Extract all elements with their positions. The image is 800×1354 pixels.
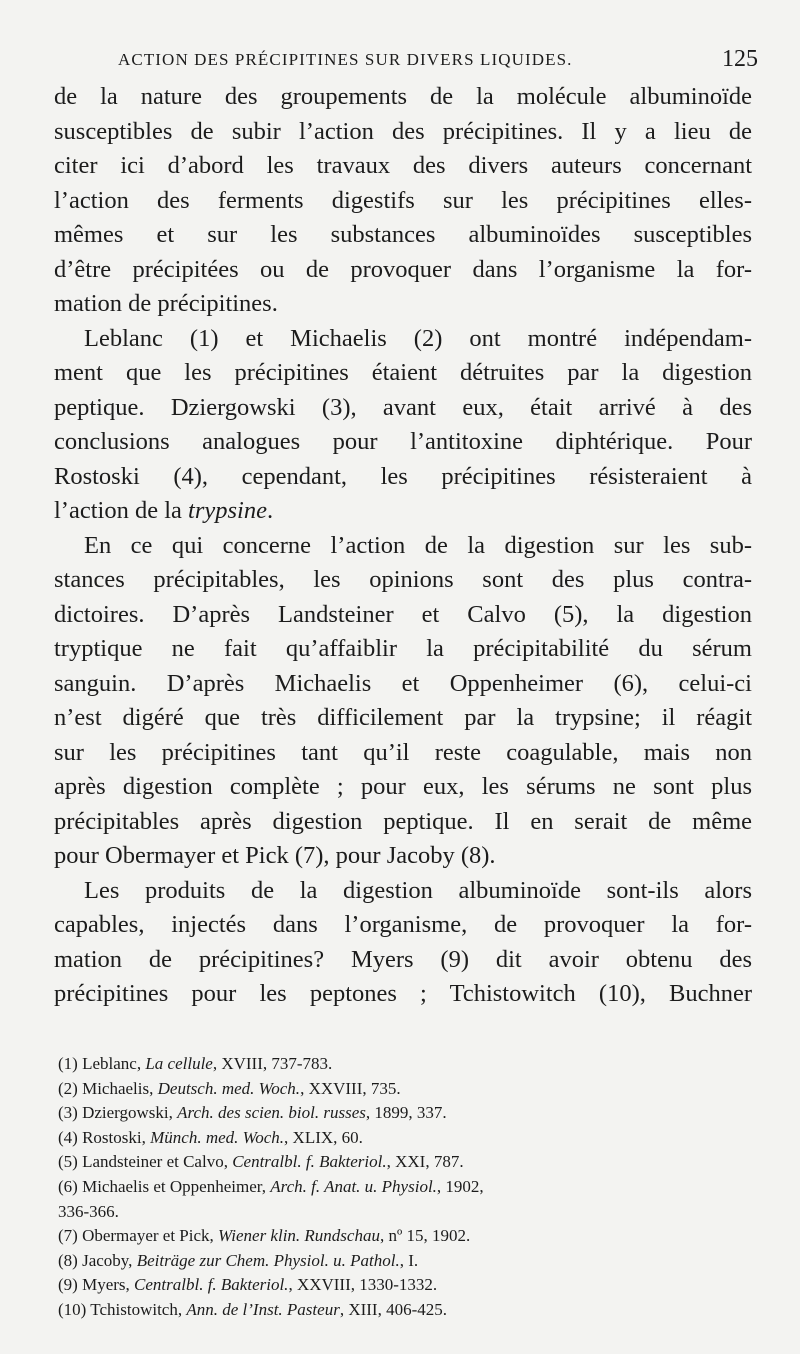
footnote-ref: , I. bbox=[399, 1250, 419, 1270]
footnote-author: Michaelis, bbox=[82, 1078, 158, 1098]
text-line: n’est digéré que très difficilement par la trypsine; il réagit bbox=[54, 704, 752, 731]
text-line: citer ici d’abord les travaux des divers auteurs concernant bbox=[54, 152, 752, 179]
text-line: de la nature des groupements de la molécule albuminoïde bbox=[54, 83, 752, 110]
footnote-author: Dziergowski, bbox=[82, 1103, 178, 1123]
text-line: sur les précipitines tant qu’il reste coagulable, mais non bbox=[54, 738, 752, 766]
footnote-title: Centralbl. f. Bakteriol. bbox=[232, 1152, 387, 1172]
body-text bbox=[54, 80, 752, 1012]
footnote-author: Obermayer et Pick, bbox=[82, 1226, 219, 1246]
footnote-number: (7) bbox=[58, 1226, 78, 1246]
text-line: précipitines pour les peptones ; Tchistowitch (10), Buchner bbox=[54, 980, 752, 1007]
footnote-ref: , nº 15, 1902. bbox=[379, 1226, 471, 1246]
footnote bbox=[58, 1224, 751, 1249]
text-line: l’action des ferments digestifs sur les précipitines elles- bbox=[54, 186, 752, 214]
text-line: stances précipitables, les opinions sont des plus contra- bbox=[54, 566, 752, 593]
text-line: pour Obermayer et Pick (7), pour Jacoby (8). bbox=[54, 842, 496, 869]
footnote-number: (5) bbox=[58, 1152, 78, 1172]
footnote bbox=[58, 1101, 751, 1126]
text-line: Rostoski (4), cependant, les précipitines résisteraient à bbox=[54, 462, 752, 490]
footnote-title: Arch. des scien. biol. russes bbox=[177, 1103, 366, 1123]
running-title: ACTION DES PRÉCIPITINES SUR DIVERS LIQUIDES. bbox=[118, 50, 573, 69]
footnote-ref: , XVIII, 737-783. bbox=[212, 1054, 333, 1073]
text-line: tryptique ne fait qu’affaiblir la précipitabilité du sérum bbox=[54, 635, 752, 662]
footnote-title: Wiener klin. Rundschau bbox=[218, 1226, 380, 1246]
text-line: peptique. Dziergowski (3), avant eux, était arrivé à des bbox=[54, 393, 752, 421]
text-line: Les produits de la digestion albuminoïde sont-ils alors bbox=[84, 876, 752, 904]
text-line: mation de précipitines? Myers (9) dit avoir obtenu des bbox=[54, 945, 752, 973]
footnote-ref: , 1902, bbox=[436, 1176, 484, 1196]
footnote bbox=[58, 1150, 751, 1175]
text-line: susceptibles de subir l’action des précipitines. Il y a lieu de bbox=[54, 117, 752, 145]
footnote bbox=[58, 1175, 751, 1200]
text-line: En ce qui concerne l’action de la digestion sur les sub- bbox=[84, 531, 752, 559]
footnote-number: (9) bbox=[58, 1275, 78, 1295]
footnotes bbox=[58, 1052, 751, 1323]
footnote-title: Ann. de l’Inst. Pasteur bbox=[186, 1299, 340, 1319]
text-line: d’être précipitées ou de provoquer dans l’organisme la for- bbox=[54, 255, 752, 283]
footnote bbox=[58, 1273, 751, 1298]
footnote-author: Myers, bbox=[82, 1275, 135, 1295]
footnote-title: La cellule bbox=[145, 1054, 213, 1073]
footnote-ref: , XLIX, 60. bbox=[284, 1127, 363, 1147]
footnote-ref: , XIII, 406-425. bbox=[339, 1299, 447, 1319]
text-fragment: . bbox=[266, 497, 274, 524]
footnote-number: (8) bbox=[58, 1250, 78, 1270]
footnote-title: Münch. med. Woch. bbox=[150, 1127, 285, 1147]
footnote-number: (6) bbox=[58, 1176, 78, 1196]
footnote-author: Tchistowitch, bbox=[90, 1299, 187, 1319]
footnote-number: (2) bbox=[58, 1078, 78, 1098]
text-line: après digestion complète ; pour eux, les sérums ne sont plus bbox=[54, 773, 752, 800]
footnote-author: Leblanc, bbox=[82, 1054, 146, 1073]
footnote-title: Arch. f. Anat. u. Physiol. bbox=[270, 1176, 437, 1196]
footnote-ref: , 1899, 337. bbox=[365, 1103, 447, 1123]
footnote-number: (10) bbox=[58, 1299, 87, 1319]
footnote bbox=[58, 1249, 751, 1274]
footnote bbox=[58, 1126, 751, 1151]
footnote bbox=[58, 1052, 751, 1077]
footnote-author: Rostoski, bbox=[82, 1127, 151, 1147]
footnote-author: Michaelis et Oppenheimer, bbox=[82, 1176, 271, 1196]
footnote-ref: , XXI, 787. bbox=[386, 1152, 464, 1172]
text-line: Leblanc (1) et Michaelis (2) ont montré indépendam- bbox=[84, 324, 752, 352]
italic-term: trypsine bbox=[188, 497, 267, 524]
footnote-author: Landsteiner et Calvo, bbox=[82, 1152, 233, 1172]
footnote-title: Centralbl. f. Bakteriol. bbox=[134, 1275, 289, 1295]
footnote bbox=[58, 1077, 751, 1102]
footnote-author: Jacoby, bbox=[82, 1250, 137, 1270]
footnote-number: (4) bbox=[58, 1127, 78, 1147]
text-line bbox=[54, 494, 752, 529]
footnote-ref: , XXVIII, 735. bbox=[300, 1078, 401, 1098]
text-line: dictoires. D’après Landsteiner et Calvo (5), la digestion bbox=[54, 600, 752, 628]
text-fragment: l’action de la bbox=[54, 497, 189, 524]
text-line: conclusions analogues pour l’antitoxine diphtérique. Pour bbox=[54, 428, 752, 455]
footnote bbox=[58, 1298, 751, 1323]
text-line: mêmes et sur les substances albuminoïdes susceptibles bbox=[54, 221, 752, 248]
page-header bbox=[118, 46, 758, 80]
text-line: sanguin. D’après Michaelis et Oppenheimer (6), celui-ci bbox=[54, 669, 752, 697]
text-line: précipitables après digestion peptique. Il en serait de même bbox=[54, 807, 752, 835]
footnote-title: Beiträge zur Chem. Physiol. u. Pathol. bbox=[136, 1250, 400, 1270]
text-line: mation de précipitines. bbox=[54, 290, 278, 317]
footnote-continuation: 336-366. bbox=[58, 1201, 119, 1221]
footnote-title: Deutsch. med. Woch. bbox=[157, 1078, 301, 1098]
text-line: capables, injectés dans l’organisme, de provoquer la for- bbox=[54, 911, 752, 938]
footnote-ref: , XXVIII, 1330-1332. bbox=[288, 1275, 438, 1295]
footnote-number: (1) bbox=[58, 1054, 78, 1073]
footnote-number: (3) bbox=[58, 1103, 78, 1123]
text-line: ment que les précipitines étaient détruites par la digestion bbox=[54, 359, 752, 386]
page-number: 125 bbox=[722, 46, 758, 72]
